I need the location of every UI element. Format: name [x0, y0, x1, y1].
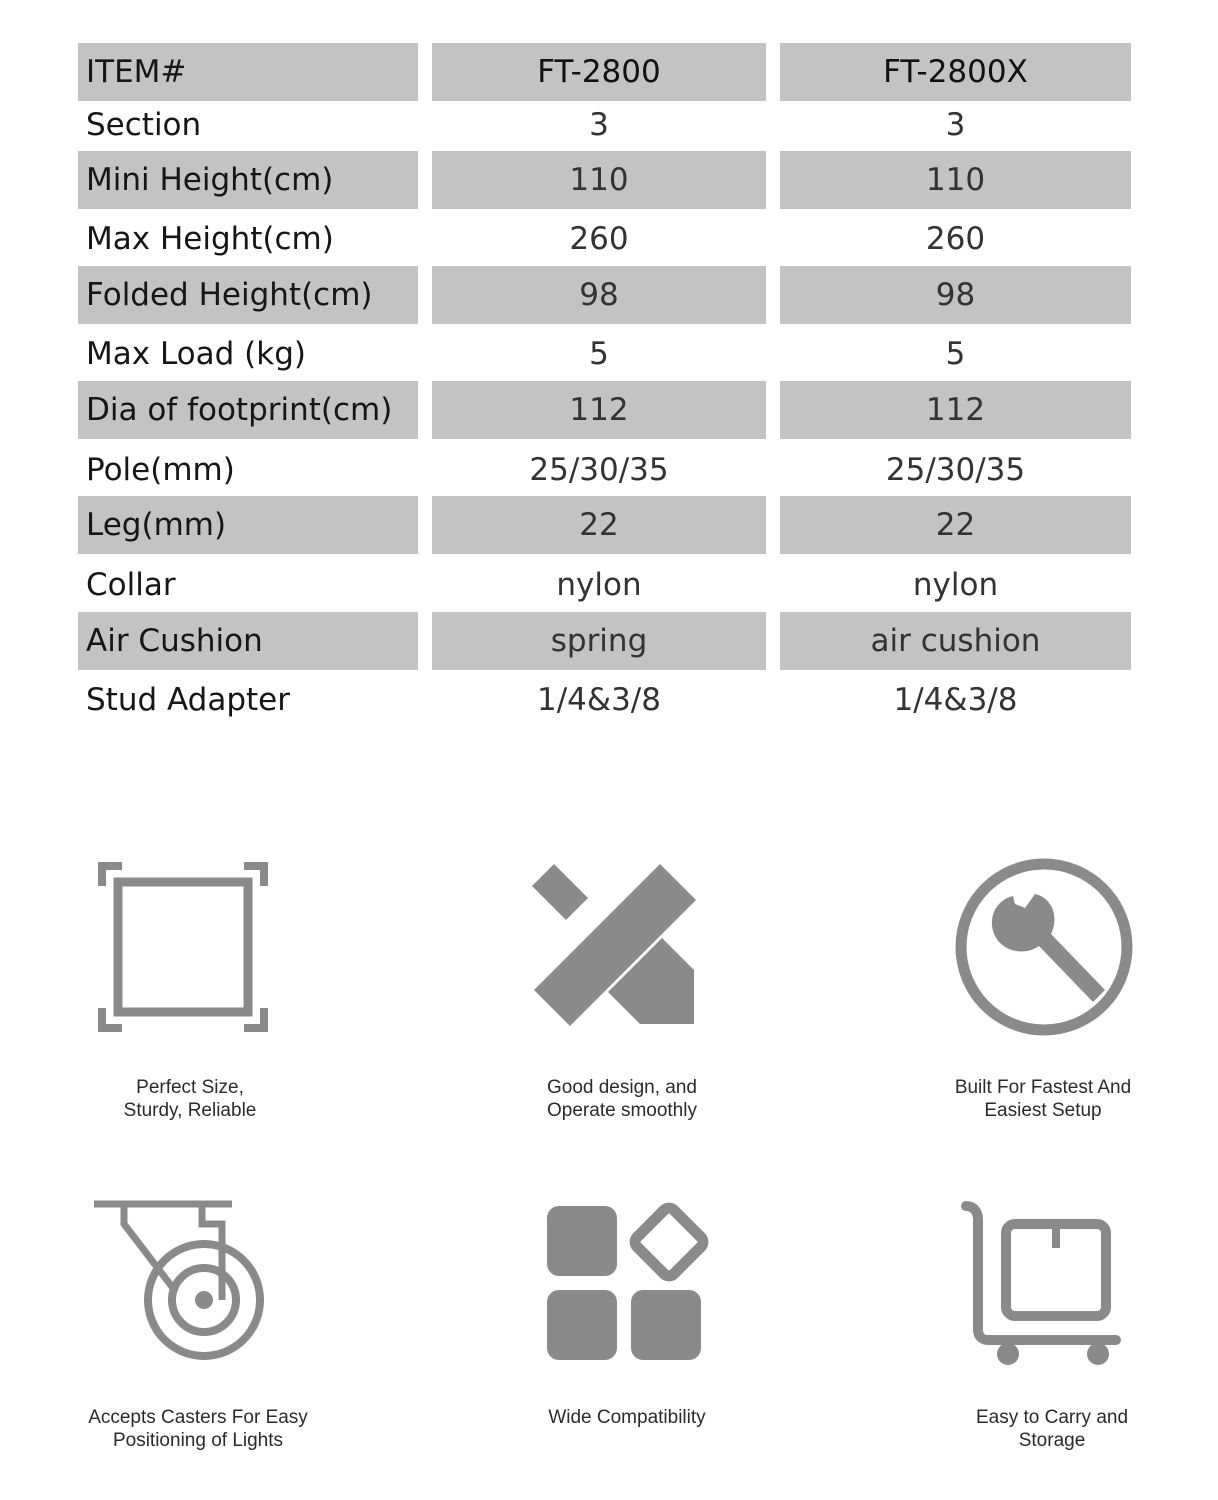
row-value-model-a: nylon	[556, 567, 642, 603]
header-item-label: ITEM#	[78, 43, 418, 101]
row-label: Section	[86, 107, 202, 143]
row-label: Pole(mm)	[86, 452, 235, 488]
table-row	[0, 612, 1218, 670]
table-row	[0, 556, 1218, 614]
row-value-model-b: 25/30/35	[885, 452, 1026, 488]
row-label: Mini Height(cm)	[78, 151, 418, 209]
feature-caption	[902, 1406, 1202, 1452]
hand-truck-icon	[960, 1200, 1130, 1370]
row-value-model-a: 98	[432, 266, 766, 324]
caption-line: Good design, and	[546, 1077, 697, 1098]
table-row	[0, 441, 1218, 499]
caster-wheel-icon	[92, 1200, 272, 1370]
row-label: Air Cushion	[78, 612, 418, 670]
caption-line: Easy to Carry and	[975, 1407, 1129, 1428]
caption-line: Built For Fastest And	[954, 1077, 1132, 1098]
row-value-model-a: 22	[432, 496, 766, 554]
row-value-model-a: 112	[432, 381, 766, 439]
caption-line: Perfect Size,	[136, 1077, 244, 1098]
wrench-icon	[953, 856, 1135, 1038]
table-row	[0, 266, 1218, 324]
feature-caption	[48, 1406, 348, 1452]
ruler-pencil-icon	[530, 862, 700, 1032]
row-value-model-b: 22	[780, 496, 1131, 554]
table-row	[0, 496, 1218, 554]
row-label: Folded Height(cm)	[78, 266, 418, 324]
row-label: Collar	[86, 567, 176, 603]
header-model-a: FT-2800	[432, 43, 766, 101]
feature-caption	[477, 1406, 777, 1429]
table-row	[0, 210, 1218, 268]
table-header-row	[0, 43, 1218, 101]
row-value-model-b: 260	[925, 221, 986, 257]
row-value-model-a: 5	[589, 336, 609, 372]
caption-line: Sturdy, Reliable	[123, 1100, 257, 1121]
feature-caption	[40, 1076, 340, 1122]
caption-line: Easiest Setup	[984, 1100, 1102, 1121]
row-value-model-b: 5	[945, 336, 966, 372]
row-value-model-a: 3	[589, 107, 609, 143]
table-row	[0, 96, 1218, 154]
caption-line: Operate smoothly	[547, 1100, 697, 1121]
row-value-model-a: spring	[432, 612, 766, 670]
table-row	[0, 325, 1218, 383]
row-value-model-a: 25/30/35	[529, 452, 669, 488]
caption-line: Positioning of Lights	[112, 1430, 284, 1451]
caption-line: Accepts Casters For Easy	[88, 1407, 308, 1428]
row-label: Max Load (kg)	[86, 336, 306, 372]
row-value-model-b: 110	[780, 151, 1131, 209]
row-value-model-b: 1/4&3/8	[893, 682, 1018, 718]
row-value-model-b: nylon	[912, 567, 999, 603]
feature-caption	[893, 1076, 1193, 1122]
row-value-model-b: air cushion	[780, 612, 1131, 670]
row-label: Stud Adapter	[86, 682, 290, 718]
frame-size-icon	[98, 862, 268, 1032]
table-row	[0, 381, 1218, 439]
row-label: Dia of footprint(cm)	[78, 381, 418, 439]
caption-line: Storage	[1018, 1430, 1086, 1451]
table-row	[0, 671, 1218, 729]
row-value-model-b: 98	[780, 266, 1131, 324]
caption-line: Wide Compatibility	[548, 1407, 706, 1428]
apps-grid-icon	[543, 1196, 713, 1366]
row-label: Max Height(cm)	[86, 221, 334, 257]
header-model-b: FT-2800X	[780, 43, 1131, 101]
feature-caption	[472, 1076, 772, 1122]
row-value-model-a: 110	[432, 151, 766, 209]
row-value-model-a: 260	[569, 221, 629, 257]
row-value-model-b: 112	[780, 381, 1131, 439]
row-value-model-a: 1/4&3/8	[537, 682, 661, 718]
row-label: Leg(mm)	[78, 496, 418, 554]
row-value-model-b: 3	[945, 107, 966, 143]
table-row	[0, 151, 1218, 209]
